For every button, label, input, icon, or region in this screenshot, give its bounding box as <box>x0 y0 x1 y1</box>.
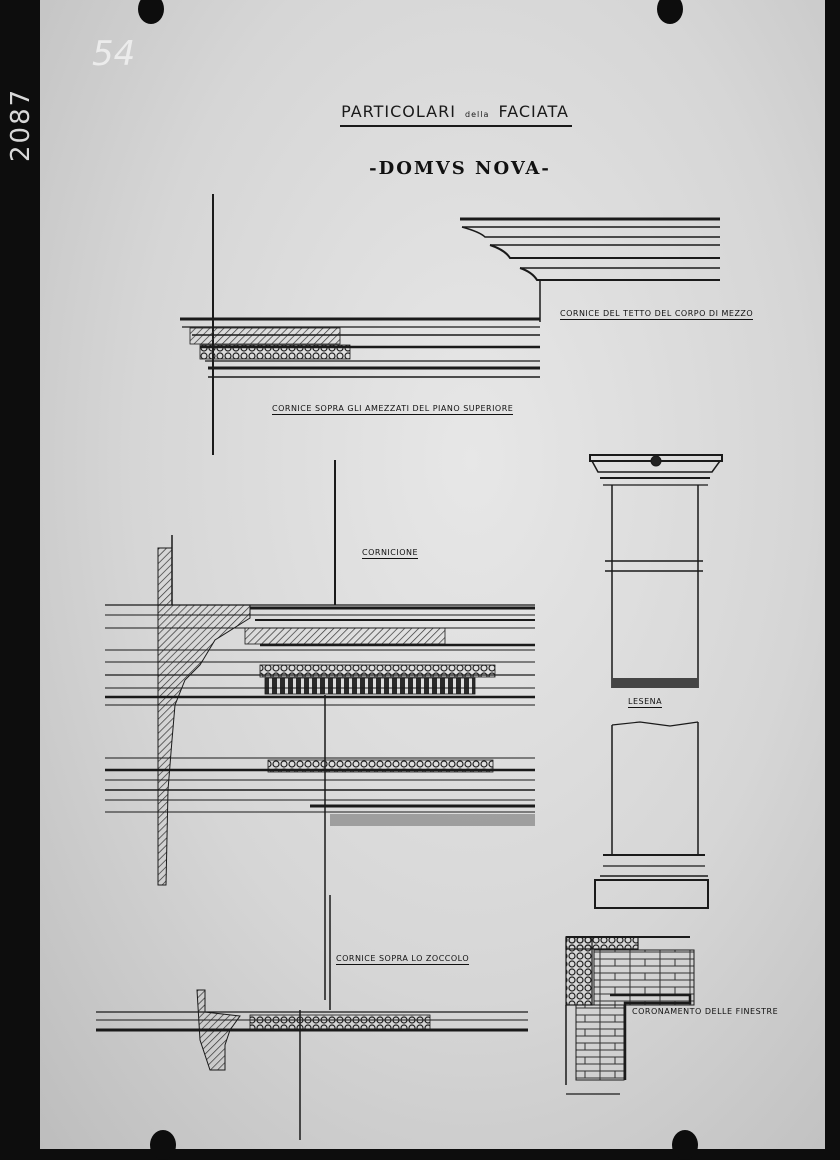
title-end: FACIATA <box>498 102 569 121</box>
label-base-cornice: CORNICE SOPRA LO ZOCCOLO <box>336 954 470 963</box>
main-cornice-profile <box>105 460 535 1000</box>
pilaster-lower <box>595 722 708 908</box>
pilaster-upper <box>590 455 722 688</box>
title-main: PARTICOLARI <box>341 102 456 121</box>
sheet-number: 54 <box>92 34 136 74</box>
label-roof-cornice: CORNICE DEL TETTO DEL CORPO DI MEZZO <box>560 309 754 318</box>
base-cornice-profile <box>96 895 528 1140</box>
label-pilaster: LESENA <box>628 697 663 706</box>
upper-cornice-profile <box>180 319 540 377</box>
title-small: della <box>465 110 490 119</box>
label-main-cornice: CORNICIONE <box>362 548 419 557</box>
label-window-frame: CORONAMENTO DELLE FINESTRE <box>632 1007 779 1016</box>
project-name: -DOMVS NOVA- <box>369 158 551 179</box>
film-edge-number: 2087 <box>6 87 36 162</box>
roof-cornice-profile <box>460 219 720 322</box>
label-upper-cornice: CORNICE SOPRA GLI AMEZZATI DEL PIANO SUPERIORE <box>272 404 514 413</box>
